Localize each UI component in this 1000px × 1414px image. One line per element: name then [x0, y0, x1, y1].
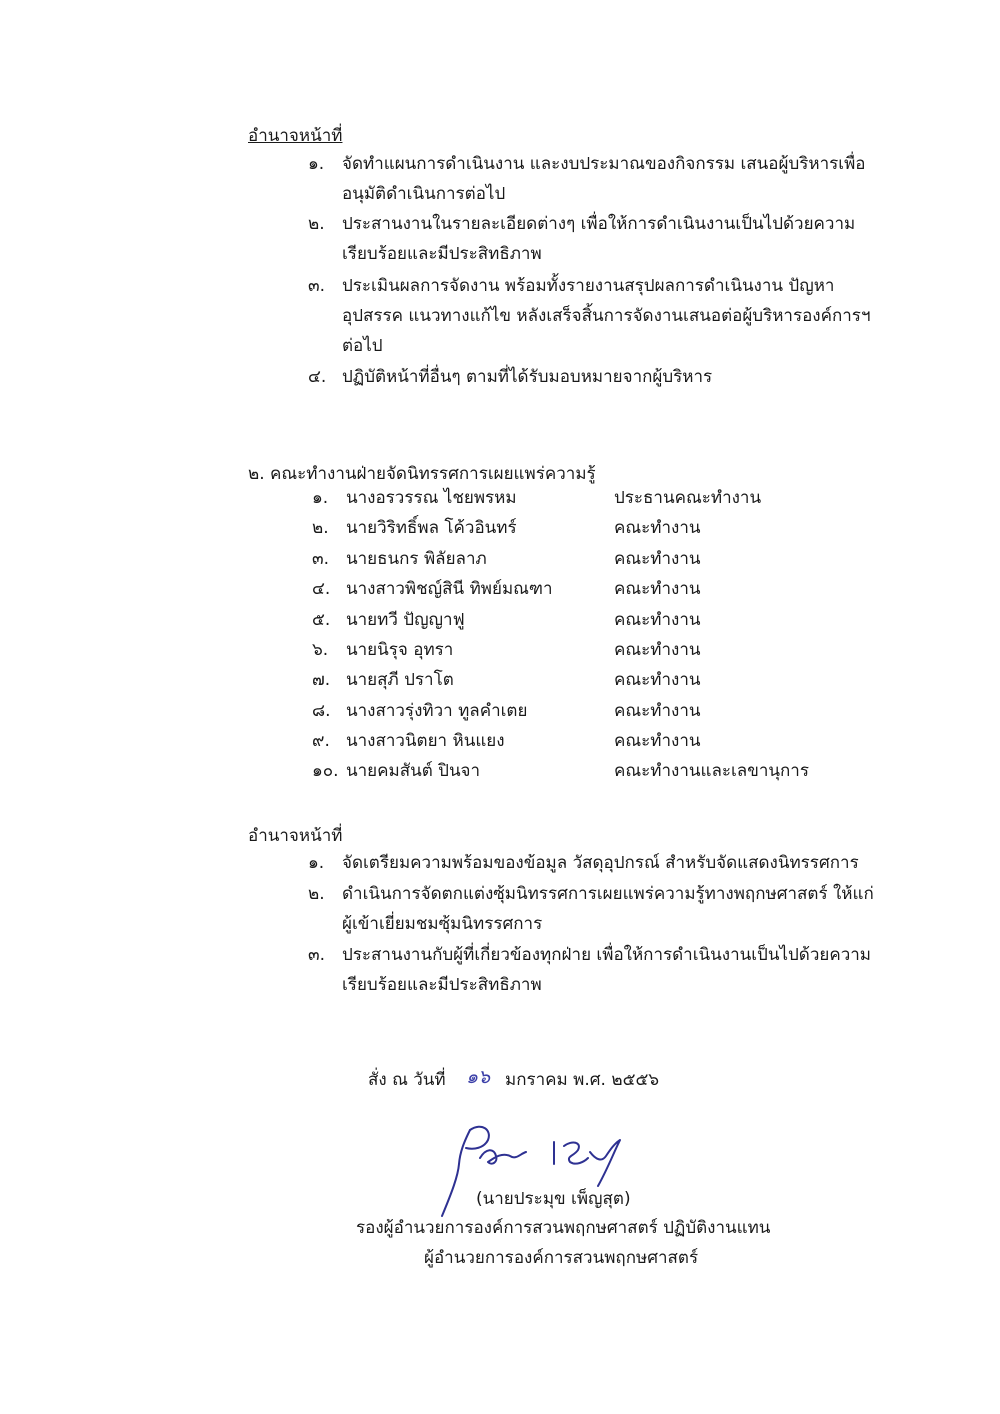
signatory-name: (นายประมุข เพ็ญสุต)	[476, 1189, 631, 1209]
member-name: นายคมสันต์ ปินจา	[346, 761, 481, 781]
member-role: คณะทำงาน	[614, 731, 701, 751]
member-role: ประธานคณะทำงาน	[614, 488, 762, 508]
member-num: ๑๐.	[312, 761, 339, 781]
section1-item1-line2: อนุมัติดำเนินการต่อไป	[342, 184, 506, 204]
member-num: ๗.	[312, 670, 331, 690]
date-suffix: มกราคม พ.ศ. ๒๕๕๖	[505, 1070, 660, 1090]
member-role: คณะทำงาน	[614, 610, 701, 630]
member-row	[312, 761, 872, 785]
section1-item4-num: ๔.	[308, 367, 327, 387]
section3-item3-num: ๓.	[308, 945, 326, 965]
member-num: ๑.	[312, 488, 329, 508]
member-role: คณะทำงาน	[614, 701, 701, 721]
signatory-position-line2: ผู้อำนวยการองค์การสวนพฤกษศาสตร์	[424, 1248, 699, 1268]
member-row	[312, 731, 872, 755]
section1-item1-line1: จัดทำแผนการดำเนินงาน และงบประมาณของกิจกรรม เสนอผู้บริหารเพื่อ	[342, 154, 866, 174]
member-role: คณะทำงานและเลขานุการ	[614, 761, 809, 781]
member-name: นายทวี ปัญญาฟู	[346, 610, 465, 630]
member-role: คณะทำงาน	[614, 670, 701, 690]
section3-item2-num: ๒.	[308, 884, 325, 904]
member-name: นางสาวนิตยา หินแยง	[346, 731, 505, 751]
section1-item3-num: ๓.	[308, 276, 326, 296]
member-num: ๕.	[312, 610, 331, 630]
member-role: คณะทำงาน	[614, 549, 701, 569]
section3-item2-line1: ดำเนินการจัดตกแต่งซุ้มนิทรรศการเผยแพร่ความรู้ทางพฤกษศาสตร์ ให้แก่	[342, 884, 874, 904]
member-num: ๙.	[312, 731, 330, 751]
section1-heading: อำนาจหน้าที่	[248, 126, 343, 146]
section1-item2-line2: เรียบร้อยและมีประสิทธิภาพ	[342, 244, 542, 264]
signatory-position-line1: รองผู้อำนวยการองค์การสวนพฤกษศาสตร์ ปฏิบัติงานแทน	[356, 1218, 771, 1238]
member-num: ๒.	[312, 518, 329, 538]
member-row	[312, 701, 872, 725]
member-row	[312, 518, 872, 542]
section3-heading: อำนาจหน้าที่	[248, 826, 343, 846]
section3-item1-line1: จัดเตรียมความพร้อมของข้อมูล วัสดุอุปกรณ์ สำหรับจัดแสดงนิทรรศการ	[342, 853, 859, 873]
member-row	[312, 640, 872, 664]
member-name: นายวิริทธิ์พล โค้วอินทร์	[346, 518, 517, 538]
section3-item3-line1: ประสานงานกับผู้ที่เกี่ยวข้องทุกฝ่าย เพื่อให้การดำเนินงานเป็นไปด้วยความ	[342, 945, 872, 965]
section1-item1-num: ๑.	[308, 154, 325, 174]
date-day-handwritten: ๑๖	[466, 1066, 491, 1088]
member-role: คณะทำงาน	[614, 640, 701, 660]
member-name: นายธนกร พิลัยลาภ	[346, 549, 487, 569]
member-row	[312, 610, 872, 634]
member-name: นางสาวรุ่งทิวา ทูลคำเตย	[346, 701, 528, 721]
member-role: คณะทำงาน	[614, 518, 701, 538]
member-num: ๔.	[312, 579, 331, 599]
section1-item3-line3: ต่อไป	[342, 336, 383, 356]
section3-item3-line2: เรียบร้อยและมีประสิทธิภาพ	[342, 975, 542, 995]
member-role: คณะทำงาน	[614, 579, 701, 599]
section1-item2-line1: ประสานงานในรายละเอียดต่างๆ เพื่อให้การดำเนินงานเป็นไปด้วยความ	[342, 214, 856, 234]
section3-item1-num: ๑.	[308, 853, 325, 873]
member-num: ๖.	[312, 640, 329, 660]
member-row	[312, 579, 872, 603]
section3-item2-line2: ผู้เข้าเยี่ยมชมซุ้มนิทรรศการ	[342, 914, 543, 934]
section1-item2-num: ๒.	[308, 214, 325, 234]
member-name: นางอรวรรณ ไชยพรหม	[346, 488, 517, 508]
section1-item4-line1: ปฏิบัติหน้าที่อื่นๆ ตามที่ได้รับมอบหมายจากผู้บริหาร	[342, 367, 713, 387]
section1-item3-line2: อุปสรรค แนวทางแก้ไข หลังเสร็จสิ้นการจัดงานเสนอต่อผู้บริหารองค์การฯ	[342, 306, 871, 326]
section2-heading: ๒. คณะทำงานฝ่ายจัดนิทรรศการเผยแพร่ความรู้	[248, 464, 596, 484]
member-name: นายสุภี ปราโต	[346, 670, 454, 690]
member-num: ๓.	[312, 549, 330, 569]
member-name: นางสาวพิชญ์สินี ทิพย์มณฑา	[346, 579, 553, 599]
section1-item3-line1: ประเมินผลการจัดงาน พร้อมทั้งรายงานสรุปผลการดำเนินงาน ปัญหา	[342, 276, 835, 296]
member-num: ๘.	[312, 701, 331, 721]
date-prefix: สั่ง ณ วันที่	[368, 1070, 446, 1090]
member-row	[312, 488, 872, 512]
member-name: นายนิรุจ อุทรา	[346, 640, 454, 660]
member-row	[312, 549, 872, 573]
member-row	[312, 670, 872, 694]
